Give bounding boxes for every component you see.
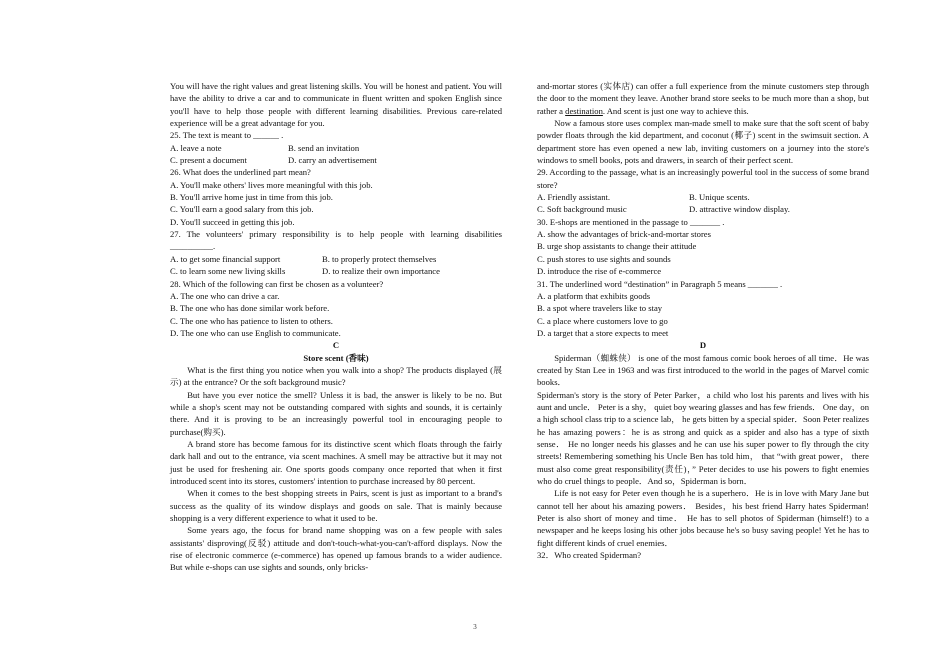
option-28-a: A. The one who can drive a car.	[170, 290, 280, 301]
question-27: 27. The volunteers' primary responsibility is to help people with learning disabilities __________.	[170, 229, 502, 252]
question-29-options-row-1	[537, 191, 869, 203]
question-27-options-row-1	[170, 253, 502, 265]
option-29-d: D. attractive window display.	[689, 204, 790, 215]
question-25-options-row-2	[170, 154, 502, 166]
option-25-a: A. leave a note	[170, 142, 222, 153]
passage-d-paragraph-3: Life is not easy for Peter even though he is a superhero．He is in love with Mary Jane but cannot tell her about his amazing powers． Besides，his best friend Harry hates Spiderman! Peter is also short of money and time． He has to sell photos of Spiderman (himself!) to a newspaper and he keeps losing his other jobs because he's so busy saving people! Yet he has to fight different kinds of cruel enemies．	[537, 488, 869, 548]
option-29-c: C. Soft background music	[537, 204, 627, 215]
passage-c-title: Store scent (香味)	[303, 352, 369, 363]
question-29-options-row-2	[537, 203, 869, 215]
page-number: 3	[473, 623, 477, 631]
option-30-d: D. introduce the rise of e-commerce	[537, 266, 662, 277]
option-31-d: D. a target that a store expects to meet	[537, 327, 669, 338]
question-30: 30. E-shops are mentioned in the passage to _______ .	[537, 216, 725, 227]
option-28-c: C. The one who has patience to listen to others.	[170, 315, 333, 326]
passage-c-paragraph-1: What is the first thing you notice when you walk into a shop? The products displayed (展示) at the entrance? Or the soft background music?	[170, 364, 502, 388]
option-25-b: B. send an invitation	[288, 142, 360, 153]
passage-c-paragraph-6: Now a famous store uses complex man-made smell to make sure that the soft scent of baby powder floats through the kid department, and coconut (椰子) scent in the swimsuit section. A department store has even opened a new lab, inviting customers on a journey into the store's windows to smell books, pots and drawers, in search of their perfect scent.	[537, 118, 869, 166]
option-27-d: D. to realize their own importance	[322, 266, 440, 277]
passage-c-paragraph-5: Some years ago, the focus for brand name shopping was on a few people with sales assistants' disproving(反驳) attitude and don't-touch-what-you-can't-afford displays. Now the rise of electronic commerce (e-commerce) has opened up famous brands to a wider audience. But while e-shops can use sights and sounds, only bricks-	[170, 525, 502, 573]
option-26-a: A. You'll make others' lives more meaningful with this job.	[170, 179, 373, 190]
option-29-a: A. Friendly assistant.	[537, 192, 611, 203]
option-31-c: C. a place where customers love to go	[537, 315, 668, 326]
question-31: 31. The underlined word “destination” in Paragraph 5 means _______ .	[537, 278, 783, 289]
option-25-d: D. carry an advertisement	[288, 155, 377, 166]
option-28-b: B. The one who has done similar work before.	[170, 303, 330, 314]
option-27-b: B. to properly protect themselves	[322, 253, 437, 264]
option-26-d: D. You'll succeed in getting this job.	[170, 216, 295, 227]
question-28: 28. Which of the following can first be chosen as a volunteer?	[170, 278, 384, 289]
paragraph-5-text-after: . And scent is just one way to achieve this.	[602, 105, 749, 116]
option-27-a: A. to get some financial support	[170, 253, 281, 264]
option-27-c: C. to learn some new living skills	[170, 266, 286, 277]
option-31-b: B. a spot where travelers like to stay	[537, 303, 663, 314]
option-31-a: A. a platform that exhibits goods	[537, 290, 651, 301]
passage-d-paragraph-2: Spiderman's story is the story of Peter Parker，a child who lost his parents and lives with his aunt and uncle． Peter is a shy， quiet boy wearing glasses and has few friends． One day，on a high school class trip to a science lab， he gets bitten by a special spider．Soon Peter realizes he has amazing powers：he is as strong and quick as a spider and also has a type of sixth sense． He no longer needs his glasses and he can use his super power to fly through the city streets! Remembering something his Uncle Ben has told him， that “with great power， there must also come great responsibility(责任)，” Peter decides to use his powers to fight enemies who do cruel things to people．And so，Spiderman is born．	[537, 389, 869, 486]
passage-c-paragraph-2: But have you ever notice the smell? Unless it is bad, the answer is likely to be no. But while a shop's scent may not be outstanding compared with sights and sounds, it is certainly there. And it is proving to be an increasingly powerful tool in encouraging people to purchase(购买).	[170, 389, 502, 437]
question-25: 25. The text is meant to ______ .	[170, 130, 284, 141]
passage-b-closing-paragraph: You will have the right values and great listening skills. You will be honest and patient. You will have the ability to drive a car and to communicate in fluent written and spoken English since you'll have to help those people with different learning disabilities. Previous care-related experience will be a great advantage for you.	[170, 81, 502, 129]
question-27-options-row-2	[170, 265, 502, 277]
option-25-c: C. present a document	[170, 155, 247, 166]
question-25-options-row-1	[170, 142, 502, 154]
question-32: 32．Who created Spiderman?	[537, 550, 642, 561]
option-26-b: B. You'll arrive home just in time from this job.	[170, 192, 333, 203]
section-d-label: D	[699, 340, 707, 351]
option-26-c: C. You'll earn a good salary from this job.	[170, 204, 314, 215]
question-29: 29. According to the passage, what is an increasingly powerful tool in the success of some brand store?	[537, 167, 869, 190]
passage-d-paragraph-1: Spiderman（蜘蛛侠） is one of the most famous comic book heroes of all time．He was created by Stan Lee in 1963 and was first introduced to the world in the pages of Marvel comic books．	[537, 352, 869, 388]
option-30-b: B. urge shop assistants to change their attitude	[537, 241, 697, 252]
passage-c-paragraph-5-continued	[537, 80, 869, 117]
option-28-d: D. The one who can use English to communicate.	[170, 327, 341, 338]
option-29-b: B. Unique scents.	[689, 192, 750, 203]
right-column	[537, 80, 869, 561]
question-26: 26. What does the underlined part mean?	[170, 167, 311, 178]
underlined-word-destination: destination	[565, 105, 603, 116]
passage-c-paragraph-3: A brand store has become famous for its distinctive scent which floats through the fairly dark hall and out to the entrance, via scent machines. A smell may be attractive but it may not just be used for freshening air. One sports goods company once reported that when it first introduced scent into its stores, customers' intention to purchase increased by 80 percent.	[170, 438, 502, 486]
paragraph-5-text-before: and-mortar stores (实体店) can offer a full experience from the minute customers step through the door to the moment they leave. Another brand store seeks to be much more than a shop, but rather a	[537, 81, 869, 116]
passage-c-paragraph-4: When it comes to the best shopping streets in Pairs, scent is just as important to a brand's success as the quality of its window displays and goods on sale. That is mainly because shopping is a very different experience to what it used to be.	[170, 488, 502, 524]
option-30-c: C. push stores to use sights and sounds	[537, 253, 671, 264]
option-30-a: A. show the advantages of brick-and-mortar stores	[537, 229, 711, 240]
left-column	[170, 80, 502, 574]
section-c-label: C	[332, 340, 340, 351]
